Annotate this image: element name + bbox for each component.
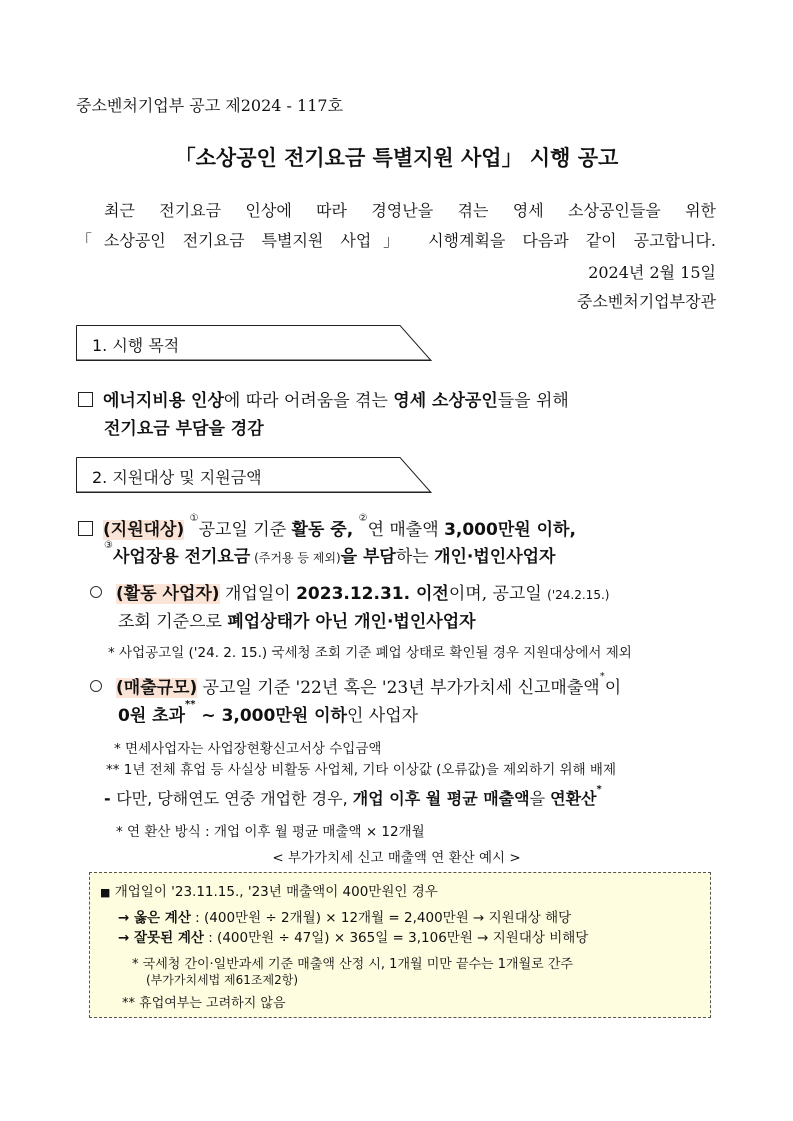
section-1-title: 1. 시행 목적: [92, 336, 180, 355]
section-1-header: [76, 325, 432, 361]
sales-note-1: * 면세사업자는 사업장현황신고서상 수입금액: [114, 741, 382, 757]
sales-note-3: * 연 환산 방식 : 개업 이후 월 평균 매출액 × 12개월: [116, 824, 425, 840]
section-2-header: [76, 457, 432, 493]
example-title: < 부가가치세 신고 매출액 연 환산 예시 >: [272, 850, 521, 866]
section-2-title: 2. 지원대상 및 지원금액: [92, 468, 262, 487]
example-wrong-calc: → 잘못된 계산 : (400만원 ÷ 47일) × 365일 = 3,106만원 → 지원대상 비해당: [118, 930, 589, 946]
example-box: [89, 872, 711, 1018]
issuer: 중소벤처기업부장관: [576, 292, 716, 311]
circle-bullet-icon: [90, 680, 102, 692]
example-note-2: ** 휴업여부는 고려하지 않음: [122, 996, 286, 1011]
active-line-1: (활동 사업자) 개업일이 2023.12.31. 이전이며, 공고일 ('24.2.15.): [90, 579, 609, 604]
notice-number: 중소벤처기업부 공고 제2024 - 117호: [76, 96, 344, 115]
page-title: 「소상공인 전기요금 특별지원 사업」 시행 공고: [174, 146, 619, 170]
example-head: ■ 개업일이 '23.11.15., '23년 매출액이 400만원인 경우: [100, 884, 438, 900]
sales-line-2: 0원 초과** ~ 3,000만원 이하인 사업자: [118, 699, 419, 726]
purpose-line-1: 에너지비용 인상에 따라 어려움을 겪는 영세 소상공인들을 위해: [78, 386, 569, 411]
intro-line-2: 「소상공인 전기요금 특별지원 사업」 시행계획을 다음과 같이 공고합니다.: [76, 231, 716, 250]
circle-bullet-icon: [90, 586, 102, 598]
target-line-2: ③사업장용 전기요금 (주거용 등 제외)을 부담하는 개인·법인사업자: [104, 540, 556, 567]
example-note-1: * 국세청 간이·일반과세 기준 매출액 산정 시, 1개월 미만 끝수는 1개월로 간주: [132, 957, 573, 972]
active-note: * 사업공고일 ('24. 2. 15.) 국세청 조회 기준 폐업 상태로 확인될 경우 지원대상에서 제외: [108, 645, 632, 661]
sales-note-2: ** 1년 전체 휴업 등 사실상 비활동 사업체, 기타 이상값 (오류값)을 제외하기 위해 배제: [106, 762, 617, 778]
active-line-2: 조회 기준으로 폐업상태가 아닌 개인·법인사업자: [118, 612, 476, 632]
intro-line-1: 최근 전기요금 인상에 따라 경영난을 겪는 영세 소상공인들을 위한: [104, 201, 716, 220]
example-note-1b: (부가가치세법 제61조제2항): [146, 973, 299, 987]
sales-line-1: (매출규모) 공고일 기준 '22년 혹은 '23년 부가가치세 신고매출액*이: [90, 673, 621, 698]
example-right-calc: → 옳은 계산 : (400만원 ÷ 2개월) × 12개월 = 2,400만원 → 지원대상 해당: [118, 910, 572, 926]
checkbox-square-icon: [78, 392, 93, 407]
sales-dash-line: - 다만, 당해연도 연중 개업한 경우, 개업 이후 월 평균 매출액을 연환산*: [104, 784, 602, 808]
purpose-line-2: 전기요금 부담을 경감: [104, 419, 264, 439]
target-line-1: (지원대상) ①공고일 기준 활동 중, ②연 매출액 3,000만원 이하,: [78, 515, 576, 540]
checkbox-square-icon: [78, 521, 93, 536]
notice-date: 2024년 2월 15일: [588, 263, 716, 282]
